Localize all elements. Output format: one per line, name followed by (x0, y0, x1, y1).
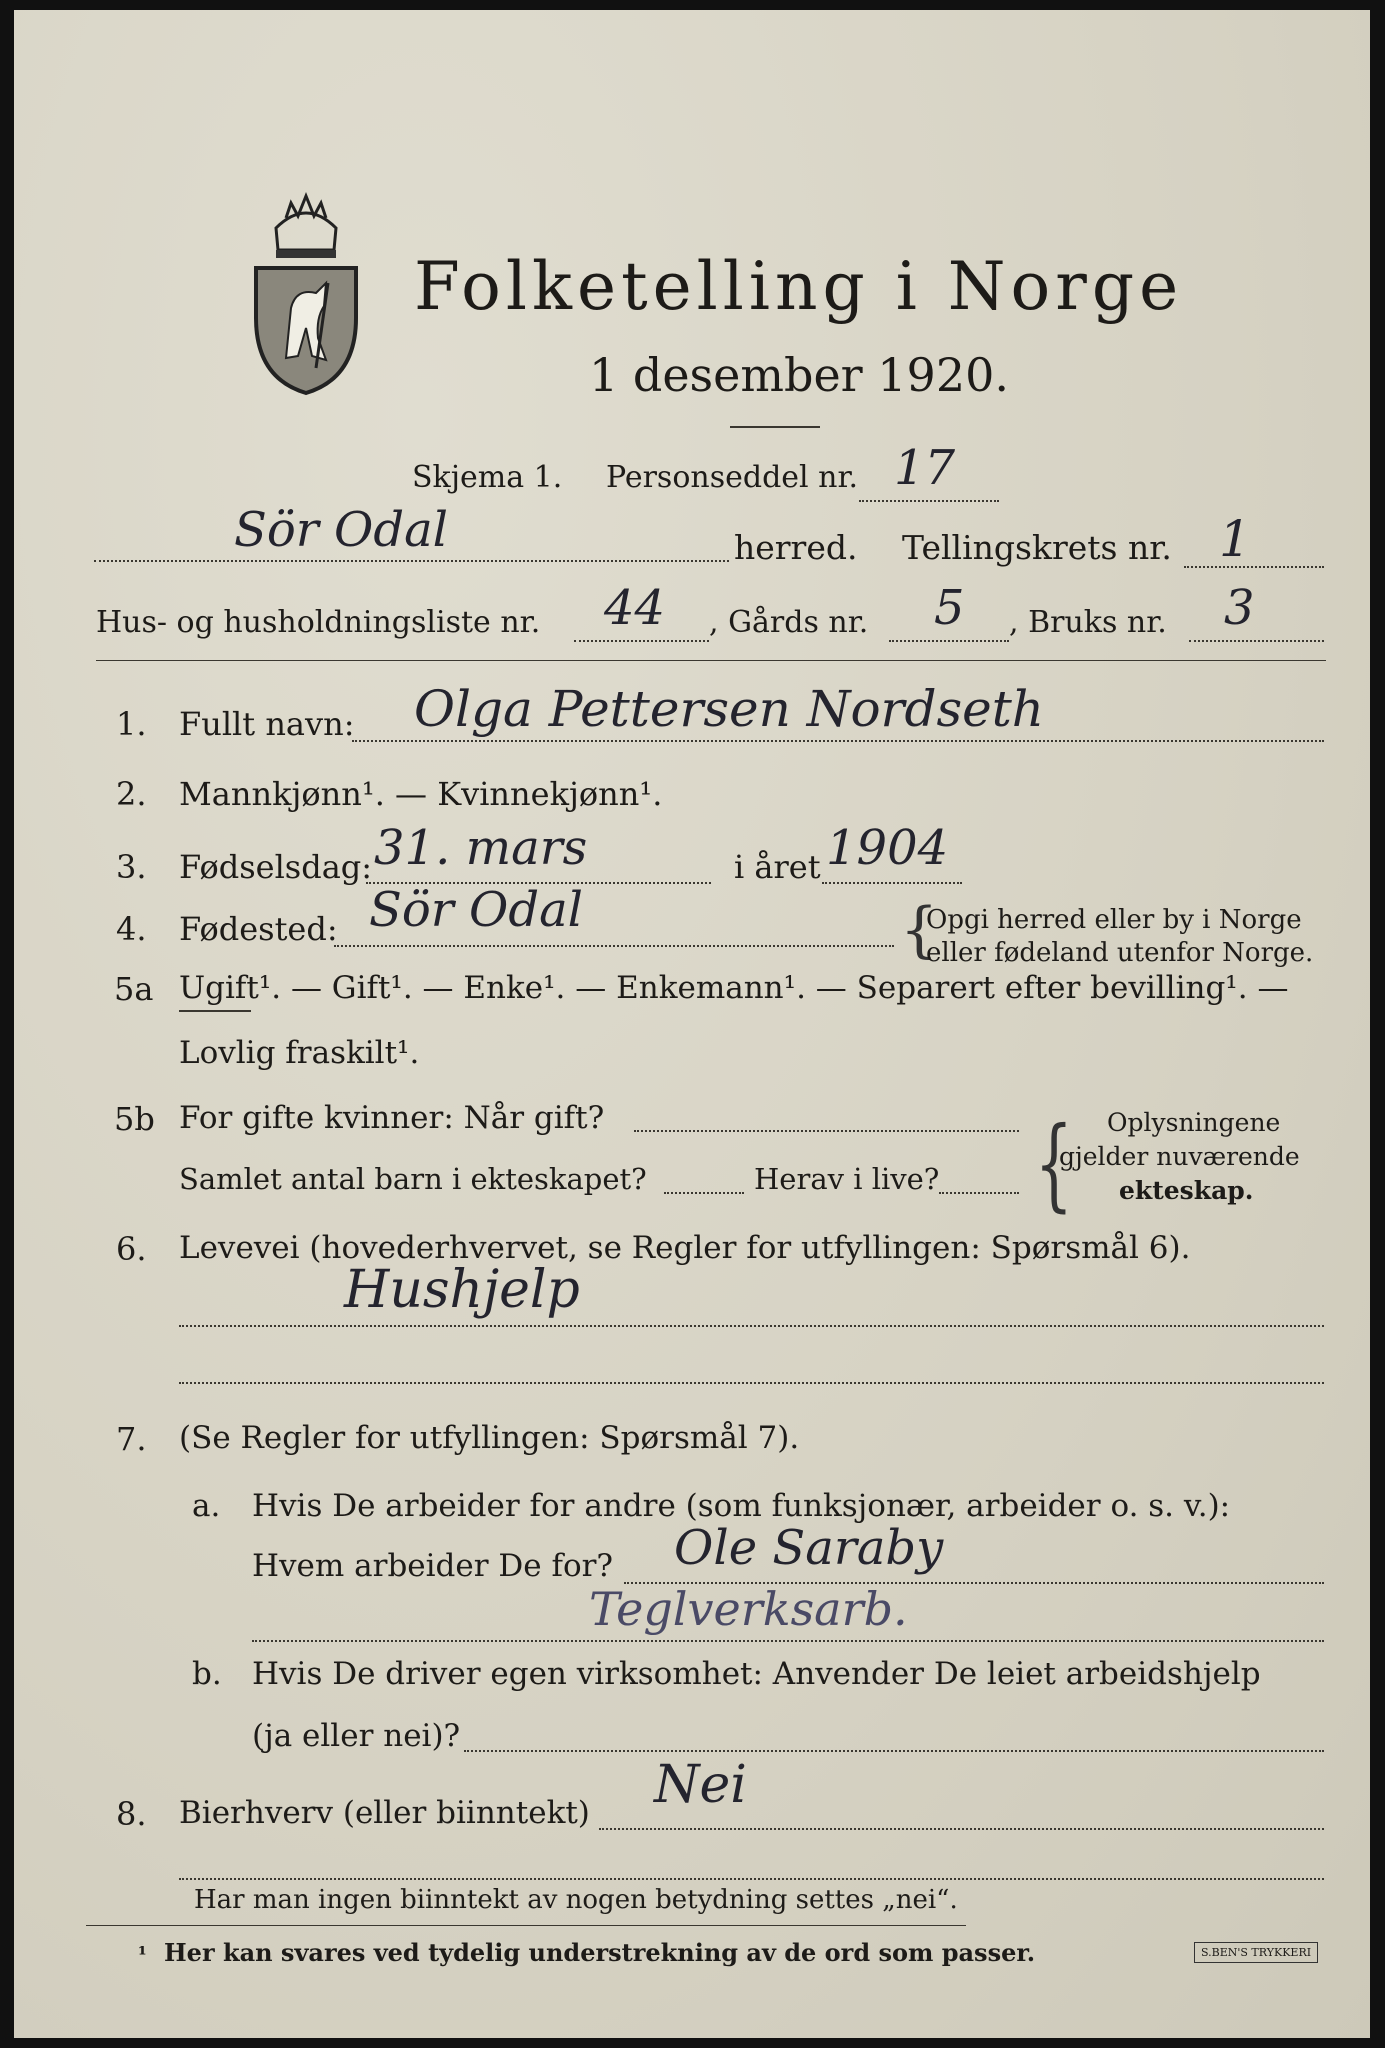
herred-value[interactable]: Sör Odal (234, 502, 449, 558)
q7-label: (Se Regler for utfyllingen: Spørsmål 7). (179, 1420, 800, 1456)
employer-occupation-value[interactable]: Teglverksarb. (589, 1582, 908, 1636)
tellingskrets-label: Tellingskrets nr. (902, 528, 1172, 567)
q1-label: Fullt navn: (179, 705, 355, 743)
hus-label: Hus- og husholdningsliste nr. (96, 605, 541, 640)
q5b-line-2b: Herav i live? (754, 1162, 940, 1196)
gards-value[interactable]: 5 (934, 580, 965, 636)
occupation-value[interactable]: Hushjelp (344, 1260, 580, 1320)
employer-value[interactable]: Ole Saraby (674, 1520, 944, 1576)
birth-year-value[interactable]: 1904 (826, 820, 949, 876)
q3-label: Fødselsdag: (179, 848, 373, 886)
coat-of-arms-icon (246, 188, 366, 398)
birthplace-value[interactable]: Sör Odal (369, 882, 584, 938)
q1-number: 1. (116, 705, 147, 743)
q7-number: 7. (116, 1420, 147, 1458)
q6-label: Levevei (hovederhvervet, se Regler for utfyllingen: Spørsmål 6). (179, 1230, 1191, 1266)
q8-label: Bierhverv (eller biinntekt) (179, 1795, 590, 1831)
personseddel-label: Personseddel nr. (606, 460, 859, 495)
herred-label: herred. (734, 528, 858, 567)
q5b-line-1: For gifte kvinner: Når gift? (179, 1100, 605, 1136)
hus-value[interactable]: 44 (604, 580, 666, 636)
birthday-value[interactable]: 31. mars (374, 820, 588, 876)
q7a-line-2: Hvem arbeider De for? (252, 1548, 614, 1584)
q3-number: 3. (116, 848, 147, 886)
census-date: 1 desember 1920. (589, 348, 1009, 402)
q4-note-2: eller fødeland utenfor Norge. (926, 938, 1314, 968)
bruks-value[interactable]: 3 (1224, 580, 1255, 636)
q5b-number: 5b (114, 1100, 155, 1138)
brace-q4: { (900, 895, 939, 965)
q5b-note-1: Oplysningene (1107, 1108, 1281, 1137)
footnote: Her kan svares ved tydelig understrekning av de ord som passer. (164, 1938, 1036, 1967)
personseddel-value[interactable]: 17 (894, 440, 956, 496)
q6-number: 6. (116, 1230, 147, 1268)
q5b-line-2a: Samlet antal barn i ekteskapet? (179, 1162, 647, 1196)
full-name-value[interactable]: Olga Pettersen Nordseth (414, 680, 1045, 738)
q5a-line-1: Ugift¹. — Gift¹. — Enke¹. — Enkemann¹. — Separert efter bevilling¹. — (179, 970, 1289, 1006)
q3-year-label: i året (734, 848, 821, 886)
side-income-value[interactable]: Nei (654, 1755, 747, 1815)
q5b-note-2: gjelder nuværende (1059, 1142, 1300, 1171)
footnote-mark: ¹ (138, 1942, 147, 1966)
title-divider (730, 426, 820, 428)
census-form (14, 10, 1370, 2038)
tellingskrets-value[interactable]: 1 (1219, 510, 1251, 568)
q5a-number: 5a (114, 970, 154, 1008)
q7b-line-1: Hvis De driver egen virksomhet: Anvender De leiet arbeidshjelp (252, 1656, 1261, 1692)
brace-q5b: { (1034, 1105, 1073, 1222)
q4-number: 4. (116, 910, 147, 948)
q5b-note-3: ekteskap. (1119, 1176, 1254, 1205)
form-title: Folketelling i Norge (414, 248, 1184, 325)
q7b-line-2: (ja eller nei)? (252, 1718, 461, 1754)
q8-number: 8. (116, 1795, 147, 1833)
schema-label: Skjema 1. (412, 460, 563, 495)
bruks-label: , Bruks nr. (1009, 605, 1167, 640)
q4-label: Fødested: (179, 910, 338, 948)
gards-label: , Gårds nr. (709, 605, 869, 640)
q2-label: Mannkjønn¹. — Kvinnekjønn¹. (179, 775, 663, 813)
ugift-underline (179, 1010, 251, 1012)
q7b-letter: b. (192, 1656, 222, 1692)
q5a-line-2: Lovlig fraskilt¹. (179, 1035, 420, 1071)
q8-note: Har man ingen biinntekt av nogen betydning settes „nei“. (194, 1885, 958, 1915)
printer-stamp: S.BEN'S TRYKKERI (1194, 1942, 1318, 1963)
q4-note-1: Opgi herred eller by i Norge (926, 905, 1302, 935)
q7a-letter: a. (192, 1488, 221, 1524)
q2-number: 2. (116, 775, 147, 813)
q7a-line-1: Hvis De arbeider for andre (som funksjonær, arbeider o. s. v.): (252, 1488, 1231, 1524)
